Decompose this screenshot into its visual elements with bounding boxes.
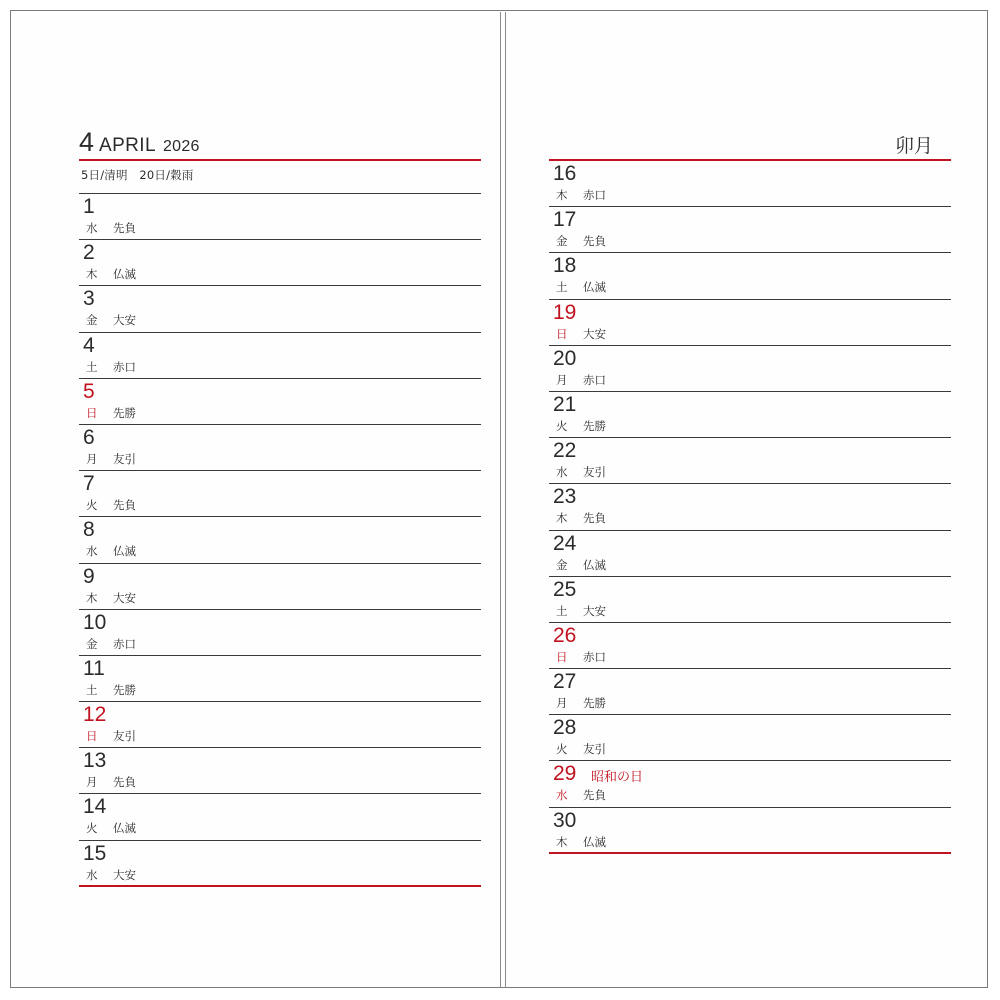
day-weekday: 木: [556, 188, 568, 202]
day-row: [549, 669, 951, 715]
day-rokuyo: 先勝: [113, 405, 136, 420]
day-number: 1: [83, 195, 95, 218]
day-row: [549, 577, 951, 623]
day-rokuyo: 大安: [583, 326, 606, 341]
day-number: 4: [83, 333, 95, 357]
day-weekday: 水: [556, 465, 568, 480]
day-number: 24: [553, 531, 577, 555]
day-row: [549, 808, 951, 854]
day-row: [549, 715, 951, 761]
day-rokuyo: 仏滅: [583, 557, 606, 572]
day-rokuyo: 先負: [583, 788, 606, 803]
left-day-list: [79, 194, 481, 887]
day-number: 14: [83, 795, 107, 819]
day-number: 13: [83, 749, 107, 773]
day-weekday: 水: [86, 221, 98, 235]
day-row: [79, 610, 481, 656]
day-row: [549, 346, 951, 392]
day-holiday-label: 昭和の日: [591, 770, 644, 786]
day-number: 25: [553, 577, 577, 601]
day-weekday: 金: [86, 313, 98, 328]
day-row: [79, 333, 481, 379]
day-row: [79, 425, 481, 471]
day-row: [549, 484, 951, 530]
month-heading-rule: [79, 159, 481, 161]
day-number: 17: [553, 208, 577, 232]
day-weekday: 土: [556, 280, 568, 295]
day-rokuyo: 先負: [113, 775, 136, 790]
day-number: 11: [83, 656, 105, 680]
day-rokuyo: 仏滅: [583, 834, 606, 849]
day-rokuyo: 仏滅: [113, 267, 136, 282]
day-weekday: 月: [556, 372, 568, 387]
day-number: 10: [83, 610, 107, 634]
day-row: [79, 517, 481, 563]
day-weekday: 日: [556, 326, 568, 341]
day-number: 15: [83, 841, 107, 865]
day-rokuyo: 先勝: [583, 418, 606, 433]
day-weekday: 火: [556, 742, 568, 757]
month-number: 4: [79, 127, 95, 157]
day-number: 5: [83, 379, 95, 403]
day-number: 21: [553, 392, 577, 416]
day-weekday: 木: [86, 267, 98, 282]
day-weekday: 木: [556, 511, 568, 526]
day-weekday: 金: [86, 636, 98, 651]
day-rokuyo: 友引: [583, 465, 606, 480]
day-number: 9: [83, 564, 95, 588]
day-row: [79, 564, 481, 610]
day-rokuyo: 赤口: [113, 359, 136, 374]
day-row: [79, 286, 481, 332]
day-weekday: 土: [86, 682, 98, 697]
day-number: 19: [553, 300, 577, 324]
right-day-list: [549, 161, 951, 854]
month-name: APRIL: [99, 135, 156, 156]
day-weekday: 日: [86, 729, 98, 744]
day-rokuyo: 先負: [583, 234, 606, 249]
day-row: [549, 300, 951, 346]
day-row: [79, 240, 481, 286]
day-rokuyo: 友引: [113, 451, 136, 466]
day-rokuyo: 赤口: [113, 636, 136, 651]
day-number: 12: [83, 703, 107, 727]
day-weekday: 火: [86, 821, 98, 836]
day-number: 27: [553, 670, 577, 694]
day-rokuyo: 先勝: [113, 682, 136, 697]
day-number: 26: [553, 623, 577, 647]
day-rokuyo: 赤口: [583, 649, 606, 664]
day-row: [79, 194, 481, 240]
day-rokuyo: 仏滅: [113, 821, 136, 836]
day-rokuyo: 大安: [113, 590, 136, 605]
day-weekday: 水: [556, 788, 568, 803]
day-rokuyo: 赤口: [583, 372, 606, 387]
day-number: 2: [83, 241, 95, 265]
day-rokuyo: 仏滅: [583, 280, 606, 295]
day-number: 22: [553, 439, 577, 463]
day-number: 20: [553, 346, 577, 370]
day-weekday: 日: [86, 405, 98, 420]
day-weekday: 金: [556, 234, 568, 249]
day-number: 7: [83, 472, 95, 496]
day-number: 30: [553, 808, 577, 832]
day-rokuyo: 先負: [113, 498, 136, 513]
day-weekday: 日: [556, 649, 568, 664]
day-row: [549, 253, 951, 299]
day-rokuyo: 赤口: [583, 188, 606, 202]
day-weekday: 月: [556, 696, 568, 711]
day-number: 29: [553, 762, 577, 786]
day-number: 6: [83, 425, 95, 449]
day-row: [79, 471, 481, 517]
day-weekday: 月: [86, 451, 98, 466]
day-rokuyo: 大安: [583, 603, 606, 618]
day-row: [549, 207, 951, 253]
right-page: [531, 11, 951, 989]
day-weekday: 金: [556, 557, 568, 572]
day-rokuyo: 友引: [583, 742, 606, 757]
spine-line-left: [500, 12, 501, 988]
day-weekday: 土: [556, 603, 568, 618]
day-row: [79, 748, 481, 794]
day-weekday: 水: [86, 544, 98, 559]
day-rokuyo: 先勝: [583, 696, 606, 711]
day-rokuyo: 友引: [113, 729, 136, 744]
day-weekday: 木: [86, 590, 98, 605]
day-rokuyo: 先負: [113, 221, 136, 235]
day-row: [549, 161, 951, 207]
day-weekday: 月: [86, 775, 98, 790]
day-number: 18: [553, 254, 577, 278]
day-row: [79, 656, 481, 702]
day-row: [549, 392, 951, 438]
year-label: 2026: [162, 138, 200, 155]
day-number: 28: [553, 716, 577, 740]
spine-line-right: [505, 12, 506, 988]
day-row: [549, 623, 951, 669]
solar-terms-label: 5日/清明 20日/穀雨: [81, 168, 194, 182]
day-weekday: 火: [556, 418, 568, 433]
left-page: [61, 11, 481, 989]
day-weekday: 火: [86, 498, 98, 513]
day-number: 3: [83, 287, 95, 311]
day-weekday: 木: [556, 834, 568, 849]
day-row: [79, 794, 481, 840]
day-weekday: 水: [86, 867, 98, 882]
day-row: [549, 438, 951, 484]
day-rokuyo: 先負: [583, 511, 606, 526]
day-weekday: 土: [86, 359, 98, 374]
kanji-month-label: 卯月: [894, 135, 933, 157]
month-heading: [79, 129, 481, 163]
day-number: 8: [83, 518, 95, 542]
day-rokuyo: 大安: [113, 867, 136, 882]
day-row: [79, 379, 481, 425]
day-row: [549, 761, 951, 807]
day-row: [549, 531, 951, 577]
day-rokuyo: 大安: [113, 313, 136, 328]
day-rokuyo: 仏滅: [113, 544, 136, 559]
planner-spread: [10, 10, 988, 988]
day-number: 16: [553, 162, 577, 185]
day-row: [79, 702, 481, 748]
day-row: [79, 841, 481, 887]
day-number: 23: [553, 485, 577, 509]
